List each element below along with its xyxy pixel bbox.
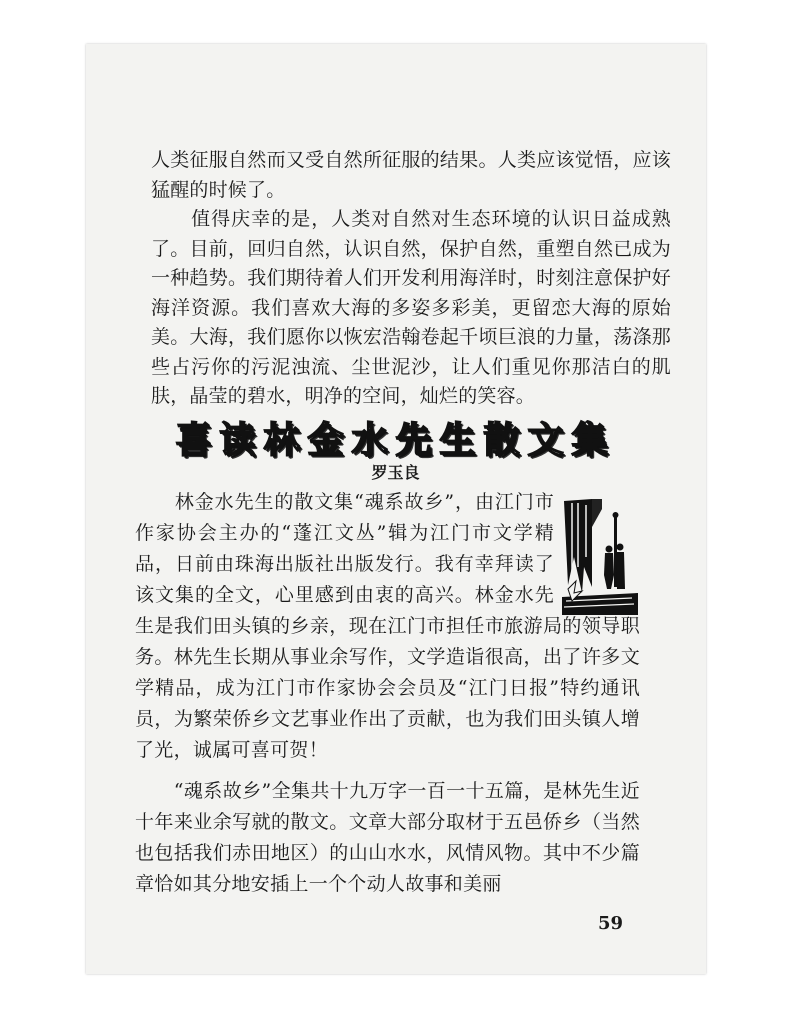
paragraph-intro: 人类征服自然而又受自然所征服的结果。人类应该觉悟，应该猛醒的时候了。 [151,149,671,201]
paragraph-reflection: 值得庆幸的是，人类对自然对生态环境的认识日益成熟了。目前，回归自然，认识自然，保护自然，重塑自然已成为一种趋势。我们期待着人们开发利用海洋时，时刻注意保护好海洋资源。我们喜欢大海的多姿多彩美，更留恋大海的原始美。大海，我们愿你以恢宏浩翰卷起千顷巨浪的力量，荡涤那些占污你的污泥浊流、尘世泥沙，让人们重见你那洁白的肌肤，晶莹的碧水，明净的空间，灿烂的笑容。 [151,208,671,407]
paragraph-review-1: 林金水先生的散文集“魂系故乡”，由江门市作家协会主办的“蓬江文丛”辑为江门市文学精品，日前由珠海出版社出版发行。我有幸拜读了该文集的全文，心里感到由衷的高兴。林金水先生是我们田头镇的乡亲，现在江门市担任市旅游局的领导职务。林先生长期从事业余写作，文学造诣很高，出了许多文学精品，成为江门市作家协会会员及“江门日报”特约通讯员，为繁荣侨乡文艺事业作出了贡献，也为我们田头镇人增了光，诚属可喜可贺！ [135,491,640,761]
page-number: 59 [598,913,624,934]
article-title: 喜读林金水先生散文集 [175,420,616,461]
article-author: 罗玉良 [371,463,420,482]
paragraph-review-2: “魂系故乡”全集共十九万字一百一十五篇，是林先生近十年来业余写就的散文。文章大部分取材于五邑侨乡（当然也包括我们赤田地区）的山山水水，风情风物。其中不少篇章恰如其分地安插上一个个动人故事和美丽 [135,780,640,895]
